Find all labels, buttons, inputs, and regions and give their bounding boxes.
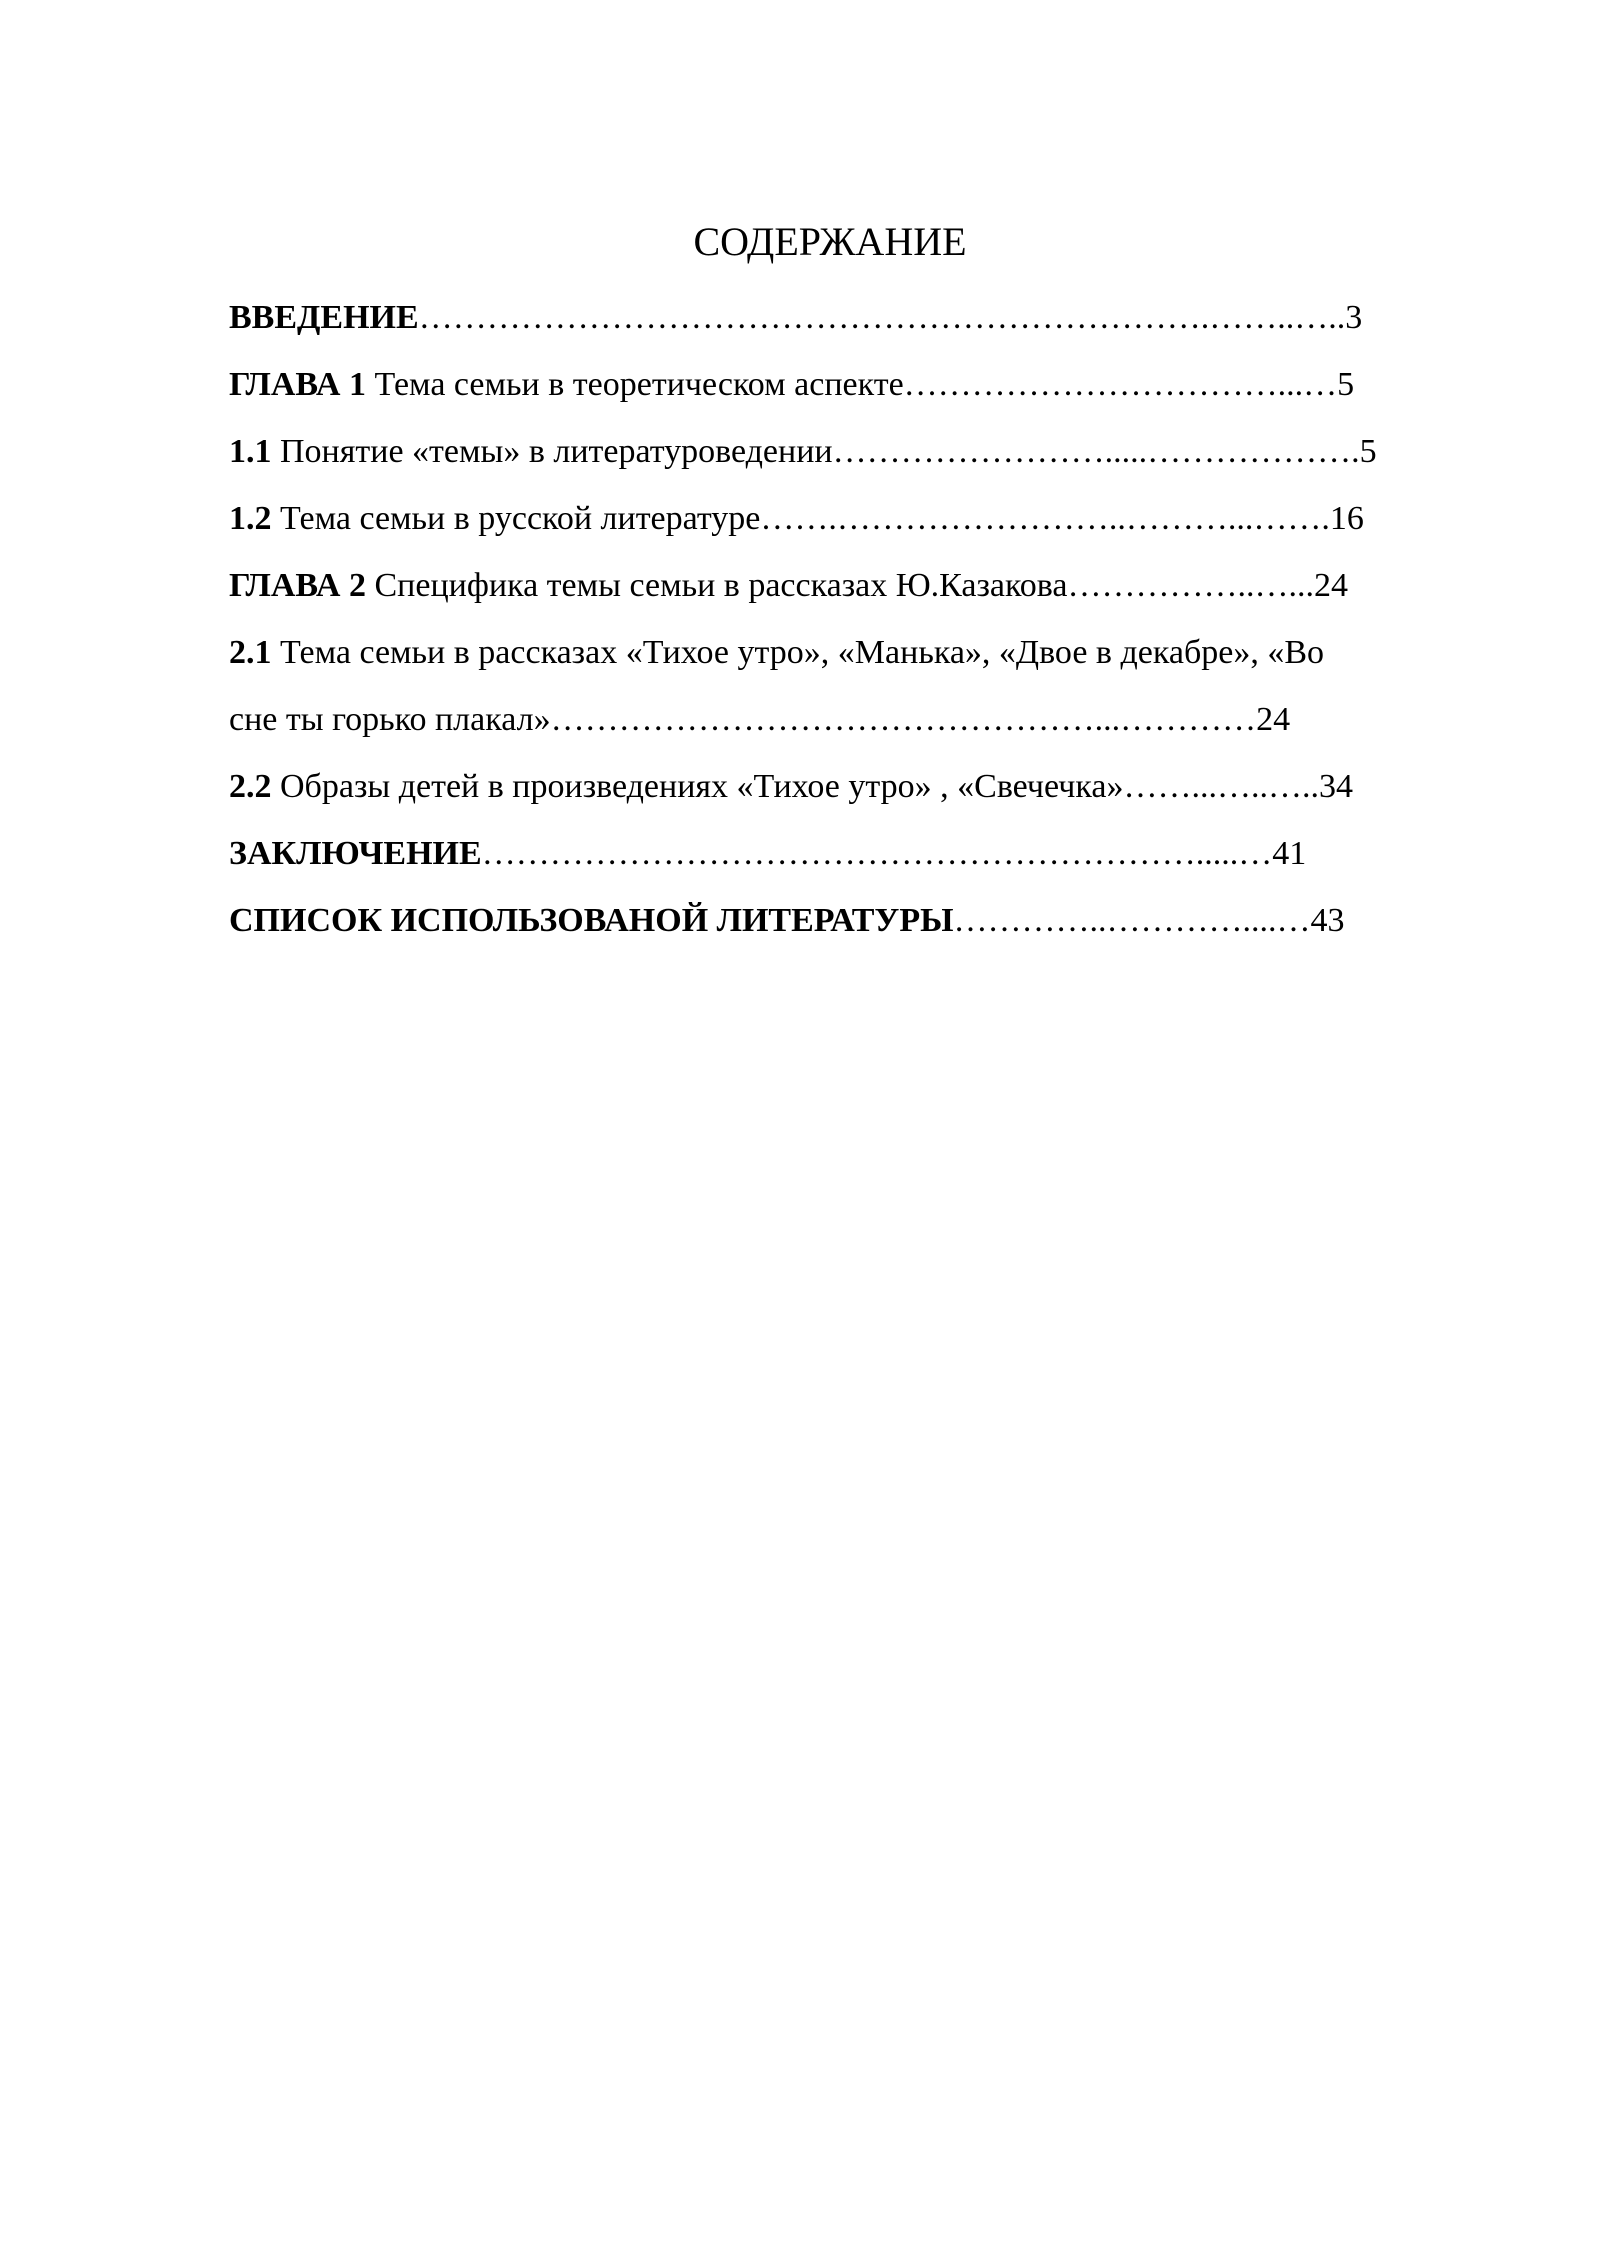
toc-entry-page-number: 34 [1318, 768, 1353, 805]
toc-entry-number: 2.2 [229, 768, 272, 805]
toc-entry-leader: …………..…………....… [953, 902, 1311, 939]
toc-entry-number: 2.1 [229, 634, 272, 671]
toc-title: СОДЕРЖАНИЕ [693, 219, 967, 264]
toc-entry-number: 1.1 [229, 433, 272, 470]
toc-entry-page-number: 24 [1314, 567, 1348, 604]
toc-entry-leader: ……………..…... [1067, 567, 1314, 604]
toc-entry-leader: …………………….....………………. [832, 433, 1360, 470]
toc-entry-page-number: 41 [1272, 835, 1307, 872]
toc-entry-text: Тема семьи в русской литературе [271, 500, 761, 537]
toc-entry-section-2-1[interactable] [229, 619, 1489, 686]
toc-entry-chapter-1[interactable] [229, 351, 1489, 418]
toc-entry-heading: ВВЕДЕНИЕ [229, 299, 419, 336]
table-of-contents [229, 284, 1489, 954]
toc-entry-leader: …….……………………..………...……. [760, 500, 1330, 537]
toc-entry-text: Понятие «темы» в литературоведении [271, 433, 833, 470]
toc-entry-leader: …………………………………………...………… [550, 701, 1257, 738]
toc-entry-text: Образы детей в произведениях «Тихое утро» , «Свечечка» [271, 768, 1124, 805]
toc-entry-leader: ……………………………………………………….....… [481, 835, 1273, 872]
toc-entry-conclusion[interactable] [229, 820, 1489, 887]
toc-entry-leader: …………………………………………………………….……..….. [418, 299, 1346, 336]
toc-entry-text: Специфика темы семьи в рассказах Ю.Казакова [365, 567, 1068, 604]
toc-entry-section-2-2[interactable] [229, 753, 1489, 820]
toc-entry-page-number: 43 [1310, 902, 1345, 939]
toc-entry-heading: СПИСОК ИСПОЛЬЗОВАНОЙ ЛИТЕРАТУРЫ [229, 902, 954, 939]
toc-entry-text: сне ты горько плакал» [229, 701, 551, 738]
toc-entry-introduction[interactable] [229, 284, 1489, 351]
toc-entry-page-number: 5 [1337, 366, 1355, 403]
toc-entry-section-1-2[interactable] [229, 485, 1489, 552]
toc-entry-page-number: 3 [1345, 299, 1363, 336]
toc-entry-heading: ГЛАВА 1 [229, 366, 366, 403]
toc-entry-heading: ГЛАВА 2 [229, 567, 366, 604]
toc-entry-section-1-1[interactable] [229, 418, 1489, 485]
toc-entry-heading: ЗАКЛЮЧЕНИЕ [229, 835, 482, 872]
toc-entry-text: Тема семьи в рассказах «Тихое утро», «Манька», «Двое в декабре», «Во [271, 634, 1325, 671]
toc-entry-page-number: 24 [1256, 701, 1291, 738]
toc-entry-number: 1.2 [229, 500, 272, 537]
toc-entry-page-number: 16 [1329, 500, 1364, 537]
toc-entry-leader: ……………………………...… [903, 366, 1338, 403]
toc-entry-section-2-1-continued[interactable] [229, 686, 1489, 753]
toc-entry-leader: ……...…..….. [1123, 768, 1319, 805]
toc-entry-references[interactable] [229, 887, 1489, 954]
toc-entry-text: Тема семьи в теоретическом аспекте [365, 366, 904, 403]
toc-entry-page-number: 5 [1359, 433, 1377, 470]
toc-entry-chapter-2[interactable] [229, 552, 1489, 619]
